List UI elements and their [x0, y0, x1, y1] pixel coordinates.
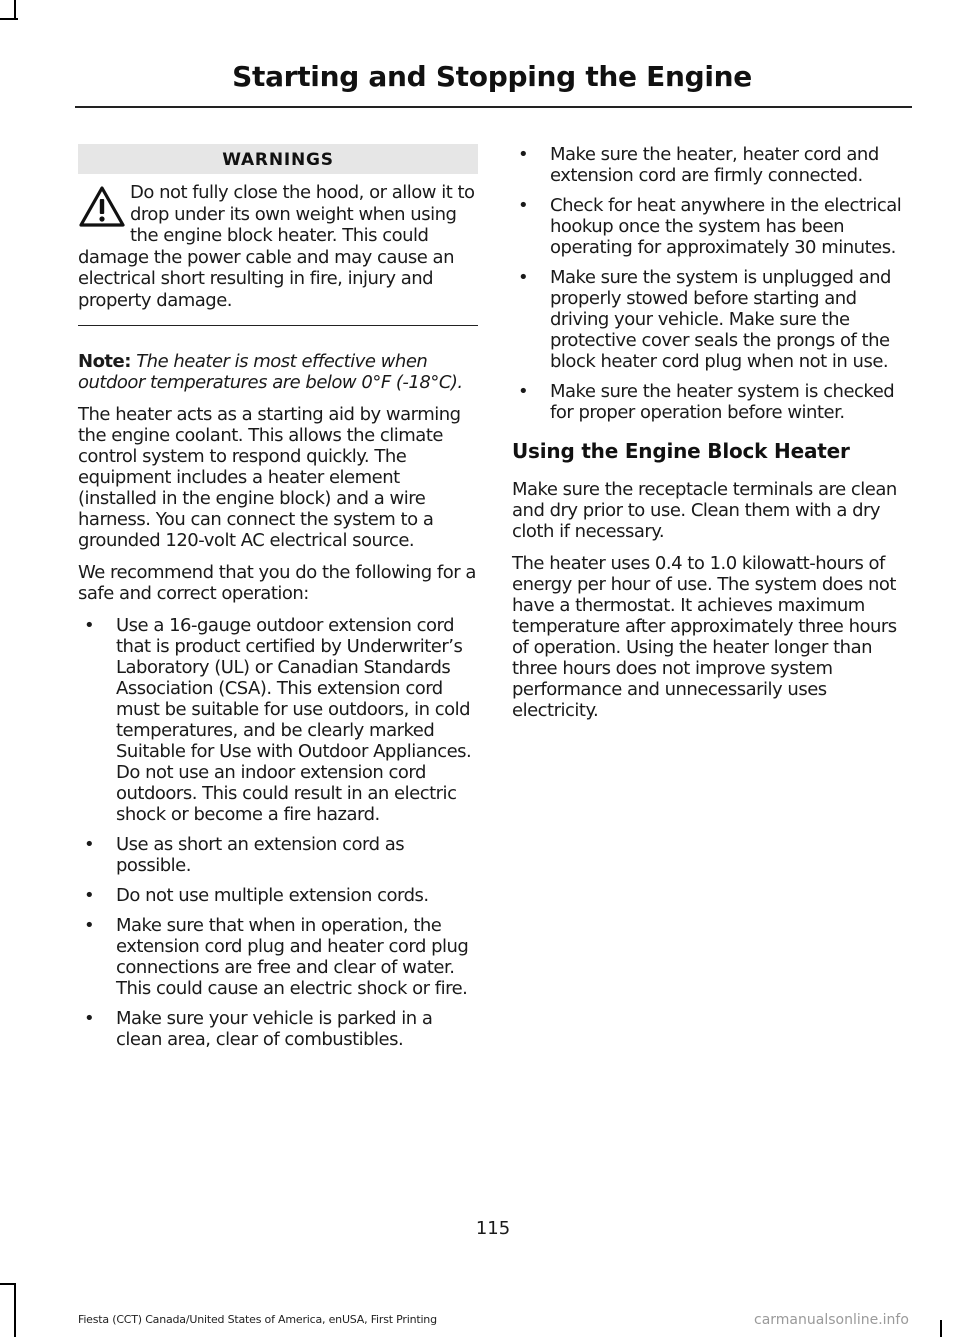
warning-box	[78, 182, 478, 311]
crop-mark	[940, 1320, 942, 1337]
crop-mark	[14, 0, 16, 20]
warning-text: Do not fully close the hood, or allow it to drop under its own weight when using the engine block heater. This could damage the power cable and may cause an electrical short resulting in fire, injury and property damage.	[78, 182, 475, 311]
list-item	[512, 267, 908, 372]
list-item	[512, 381, 908, 423]
crop-mark	[0, 18, 18, 20]
paragraph: The heater acts as a starting aid by warming the engine coolant. This allows the climate control system to respond quickly. The equipment includes a heater element (installed in the engine block) and a wire harness. You can connect the system to a grounded 120-volt AC electrical source.	[78, 404, 461, 551]
bullet-marker: •	[518, 144, 529, 165]
list-item	[78, 915, 478, 999]
footer-text: Fiesta (CCT) Canada/United States of America, enUSA, First Printing	[78, 1313, 437, 1326]
note-text: The heater is most effective when outdoor temperatures are below 0°F (-18°C).	[78, 351, 463, 393]
crop-mark	[0, 1283, 16, 1285]
bullet-list	[512, 144, 908, 423]
list-item-text: Make sure the heater system is checked for proper operation before winter.	[550, 381, 895, 423]
note-label: Note:	[78, 351, 131, 372]
paragraph: We recommend that you do the following for a safe and correct operation:	[78, 562, 476, 604]
list-item-text: Make sure the system is unplugged and properly stowed before starting and driving your vehicle. Make sure the protective cover seals the prongs of the block heater cord plug when not in use.	[550, 267, 891, 372]
header-divider	[75, 106, 912, 108]
list-item	[78, 834, 478, 876]
paragraph: Make sure the receptacle terminals are clean and dry prior to use. Clean them with a dry cloth if necessary.	[512, 479, 897, 542]
paragraph: The heater uses 0.4 to 1.0 kilowatt-hours of energy per hour of use. The system does not have a thermostat. It achieves maximum temperature after approximately three hours of operation. Using the heater longer than three hours does not improve system performance and unnecessarily uses electricity.	[512, 553, 897, 721]
bullet-marker: •	[84, 834, 95, 855]
crop-mark	[14, 1283, 16, 1337]
list-item	[512, 144, 908, 186]
watermark: carmanualsonline.info	[754, 1312, 909, 1328]
list-item-text: Use a 16-gauge outdoor extension cord that is product certified by Underwriter’s Laboratory (UL) or Canadian Standards Association (CSA). This extension cord must be suitable for use outdoors, in cold temperatures, and be clearly marked Suitable for Use with Outdoor Appliances. Do not use an indoor extension cord outdoors. This could result in an electric shock or become a fire hazard.	[116, 615, 472, 825]
bullet-marker: •	[518, 381, 529, 402]
list-item-text: Do not use multiple extension cords.	[116, 885, 429, 906]
list-item-text: Make sure that when in operation, the extension cord plug and heater cord plug connections are free and clear of water. This could cause an electric shock or fire.	[116, 915, 469, 999]
list-item	[78, 615, 478, 825]
bullet-marker: •	[84, 615, 95, 636]
bullet-marker: •	[84, 885, 95, 906]
warnings-heading: WARNINGS	[78, 144, 478, 174]
list-item-text: Use as short an extension cord as possible.	[116, 834, 405, 876]
bullet-marker: •	[518, 267, 529, 288]
page-number: 115	[475, 1218, 511, 1239]
list-item	[512, 195, 908, 258]
note	[78, 351, 478, 393]
bullet-marker: •	[518, 195, 529, 216]
list-item-text: Make sure your vehicle is parked in a clean area, clear of combustibles.	[116, 1008, 433, 1050]
list-item	[78, 885, 478, 906]
warning-divider	[78, 325, 478, 326]
warning-triangle-icon	[78, 185, 126, 229]
list-item	[78, 1008, 478, 1050]
bullet-marker: •	[84, 1008, 95, 1029]
right-column	[512, 144, 908, 732]
bullet-marker: •	[84, 915, 95, 936]
section-heading: Using the Engine Block Heater	[512, 439, 850, 463]
page-title: Starting and Stopping the Engine	[232, 60, 752, 93]
left-column	[78, 144, 478, 1059]
list-item-text: Make sure the heater, heater cord and extension cord are firmly connected.	[550, 144, 879, 186]
list-item-text: Check for heat anywhere in the electrical hookup once the system has been operating for approximately 30 minutes.	[550, 195, 902, 258]
bullet-list	[78, 615, 478, 1050]
